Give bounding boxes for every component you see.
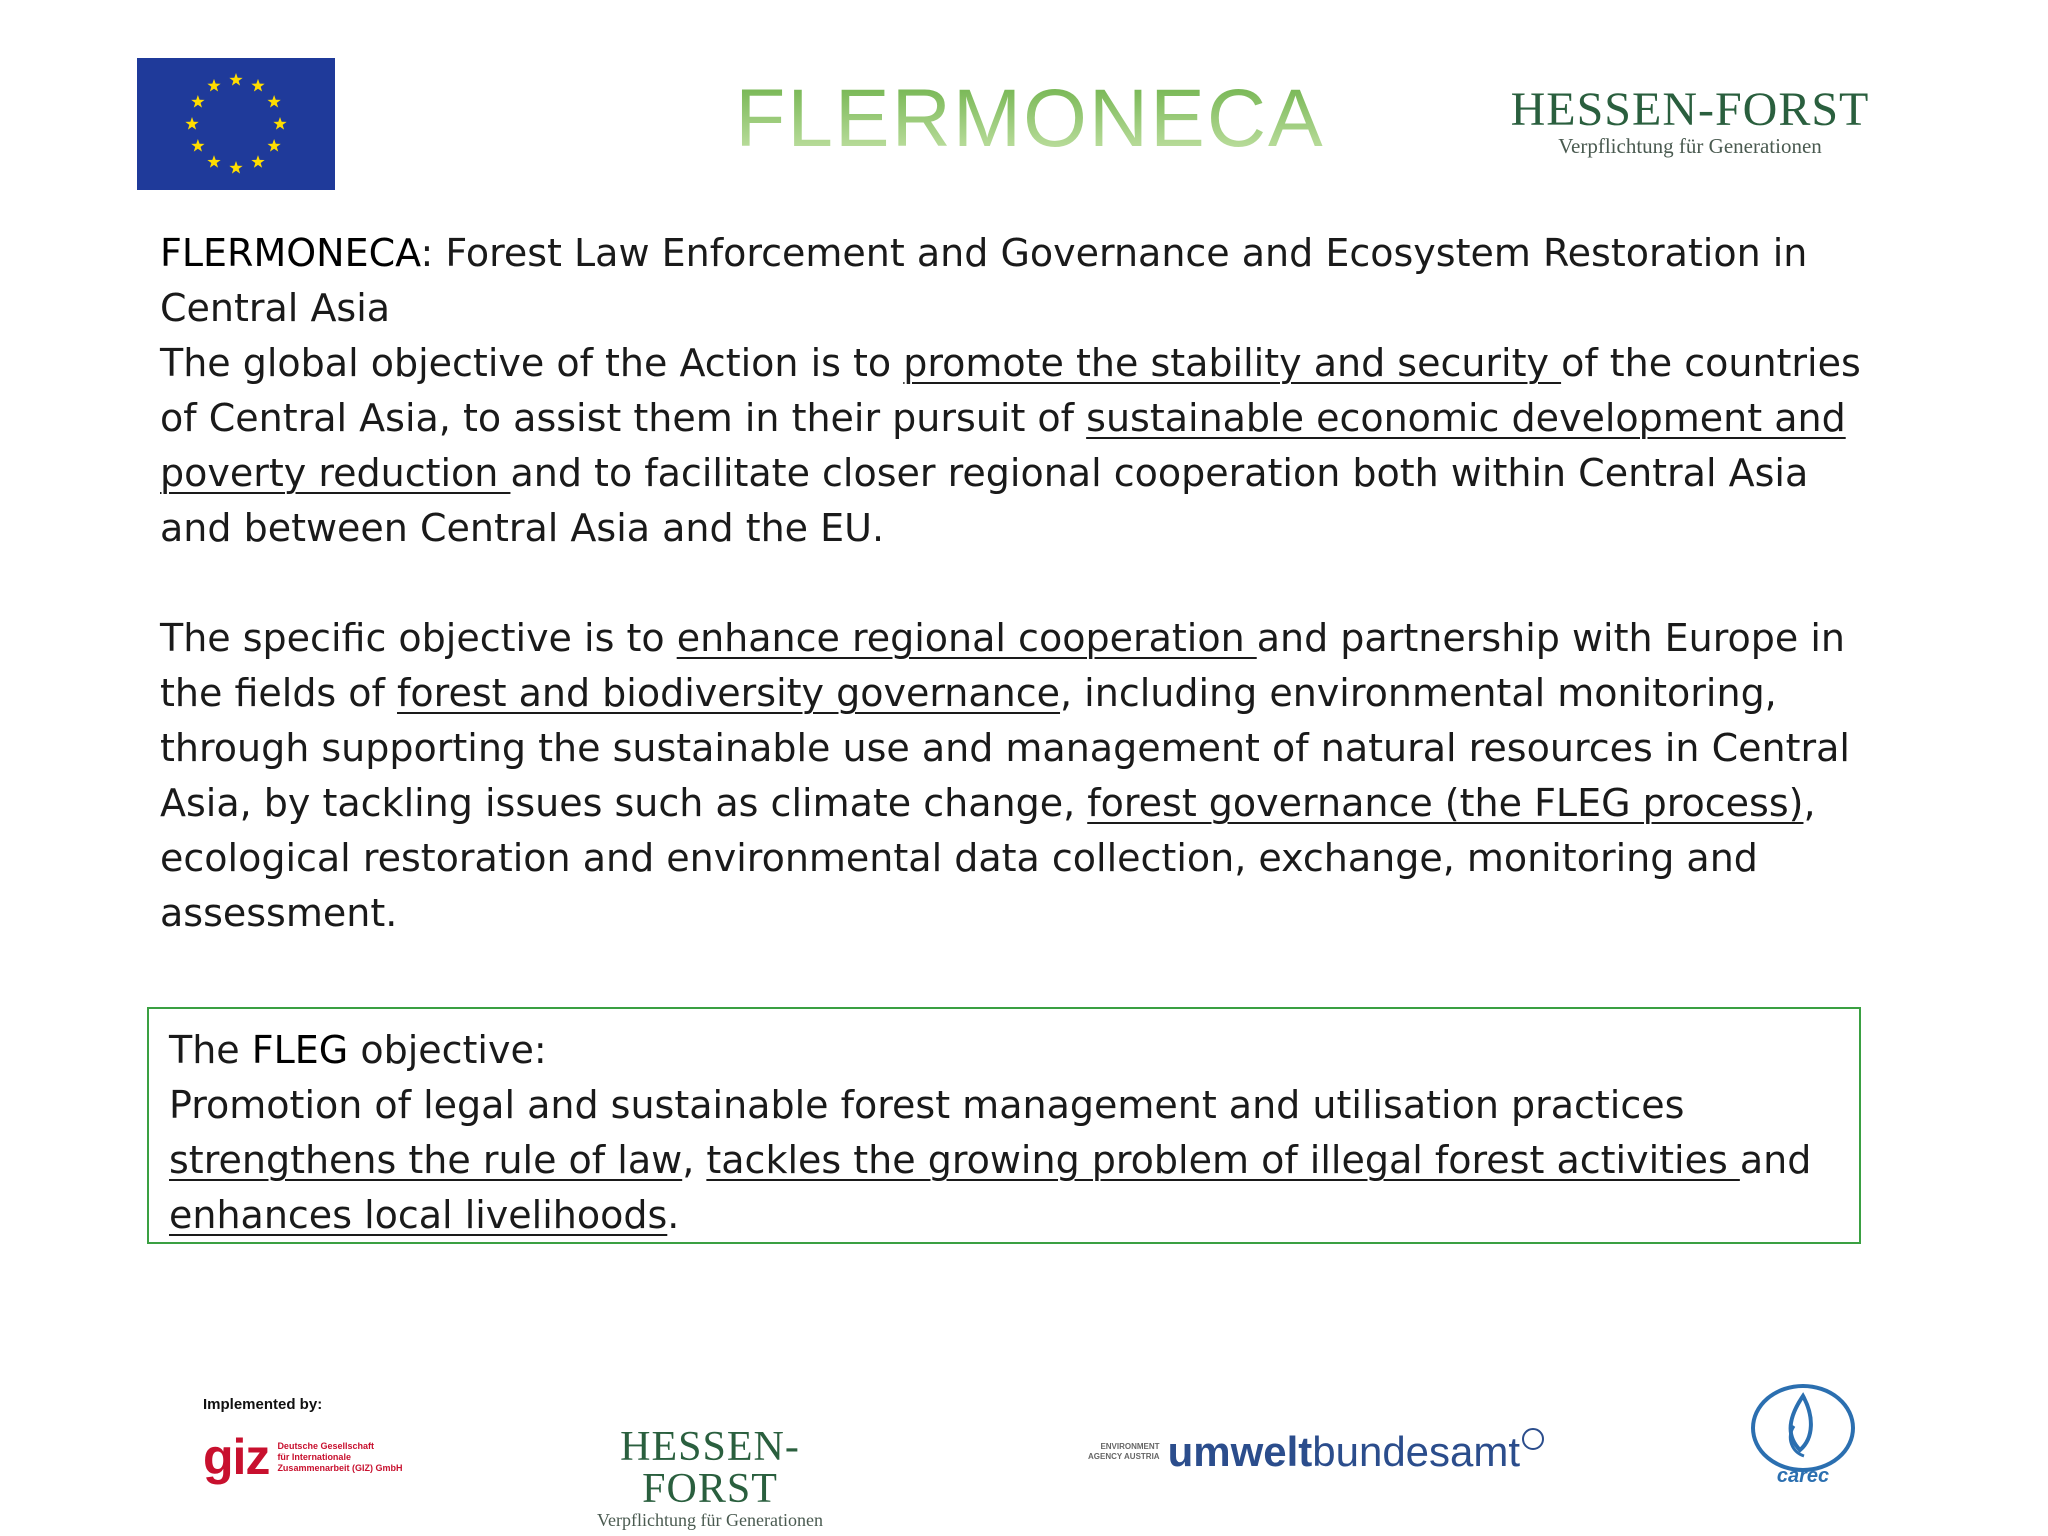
text-run: of the countries of Central Asia, to assist them in their pursuit of bbox=[160, 341, 1861, 440]
eu-star-icon bbox=[273, 117, 286, 130]
umweltbundesamt-logo bbox=[1088, 1428, 1544, 1476]
eu-star-icon bbox=[251, 155, 264, 168]
carec-label: carec bbox=[1776, 1465, 1830, 1487]
eu-flag-icon bbox=[137, 58, 335, 190]
text-run: and partnership with Europe in the fields of bbox=[160, 616, 1846, 715]
giz-logo bbox=[203, 1429, 403, 1485]
underlined-text: strengthens the rule of law bbox=[169, 1138, 683, 1182]
underlined-text: enhances local livelihoods bbox=[169, 1193, 668, 1237]
text-run: objective: bbox=[348, 1028, 547, 1072]
flermoneca-logo: FLERMONECA bbox=[700, 78, 1360, 160]
text-run: The global objective of the Action is to bbox=[160, 341, 904, 385]
uba-badge-icon bbox=[1522, 1428, 1544, 1450]
fleg-body bbox=[169, 1078, 1851, 1243]
eu-star-icon bbox=[267, 139, 280, 152]
underlined-text: sustainable economic development and poverty reduction bbox=[160, 396, 1846, 495]
acronym: FLERMONECA bbox=[160, 231, 421, 275]
uba-wordmark-regular: bundesamt bbox=[1312, 1428, 1521, 1475]
eu-star-icon bbox=[207, 155, 220, 168]
text-run: , including environmental monitoring, through supporting the sustainable use and management of natural resources in Central Asia, by tackling issues such as climate change, bbox=[160, 671, 1850, 825]
uba-small-line: ENVIRONMENT bbox=[1100, 1442, 1160, 1451]
giz-wordmark: giz bbox=[203, 1429, 270, 1485]
underlined-text: promote the stability and security bbox=[903, 341, 1562, 385]
main-content bbox=[160, 226, 1880, 941]
eu-star-icon bbox=[191, 139, 204, 152]
text-run: The bbox=[169, 1028, 252, 1072]
text-run: The specific objective is to bbox=[160, 616, 677, 660]
fleg-bold: FLEG bbox=[251, 1028, 349, 1072]
fleg-heading bbox=[169, 1023, 1851, 1078]
hessen-forst-name: HESSEN-FORST bbox=[620, 1424, 800, 1512]
giz-line: Zusammenarbeit (GIZ) GmbH bbox=[277, 1462, 403, 1473]
text-run: , ecological restoration and environmental data collection, exchange, monitoring and assessment. bbox=[160, 781, 1816, 935]
text-run: and bbox=[1739, 1138, 1812, 1182]
uba-subtitle bbox=[1088, 1442, 1160, 1462]
text-run: Promotion of legal and sustainable forest management and utilisation practices bbox=[169, 1083, 1685, 1127]
underlined-text: tackles the growing problem of illegal forest activities bbox=[706, 1138, 1740, 1182]
giz-line: Deutsche Gesellschaft bbox=[277, 1440, 374, 1451]
eu-star-icon bbox=[191, 95, 204, 108]
eu-star-icon bbox=[207, 79, 220, 92]
intro-paragraph bbox=[160, 226, 1880, 336]
hessen-forst-footer-logo bbox=[560, 1426, 860, 1532]
hessen-forst-tagline: Verpflichtung für Generationen bbox=[597, 1510, 823, 1530]
eu-star-icon bbox=[267, 95, 280, 108]
hessen-forst-tagline: Verpflichtung für Generationen bbox=[1558, 134, 1822, 158]
eu-star-icon bbox=[229, 73, 242, 86]
giz-fullname bbox=[277, 1441, 402, 1474]
underlined-text: forest and biodiversity governance bbox=[397, 671, 1061, 715]
hessen-forst-logo bbox=[1510, 83, 1870, 159]
text-run: . bbox=[667, 1193, 680, 1237]
underlined-text: enhance regional cooperation bbox=[676, 616, 1257, 660]
fleg-objective-box bbox=[147, 1007, 1861, 1244]
intro-title: : Forest Law Enforcement and Governance and Ecosystem Restoration in Central Asia bbox=[160, 231, 1808, 330]
specific-objective-paragraph bbox=[160, 611, 1880, 941]
eu-star-icon bbox=[251, 79, 264, 92]
carec-logo bbox=[1748, 1378, 1858, 1488]
eu-star-icon bbox=[185, 117, 198, 130]
global-objective-paragraph bbox=[160, 336, 1880, 556]
uba-wordmark-bold: umwelt bbox=[1167, 1428, 1313, 1475]
eu-star-icon bbox=[229, 161, 242, 174]
implemented-by-label: Implemented by: bbox=[203, 1396, 323, 1413]
uba-small-line: AGENCY AUSTRIA bbox=[1088, 1452, 1160, 1461]
text-run: and to facilitate closer regional cooperation both within Central Asia and between Central Asia and the EU. bbox=[160, 451, 1809, 550]
text-run: , bbox=[682, 1138, 707, 1182]
giz-line: für Internationale bbox=[277, 1451, 351, 1462]
underlined-text: forest governance (the FLEG process) bbox=[1087, 781, 1804, 825]
hessen-forst-name: HESSEN-FORST bbox=[1510, 83, 1870, 136]
